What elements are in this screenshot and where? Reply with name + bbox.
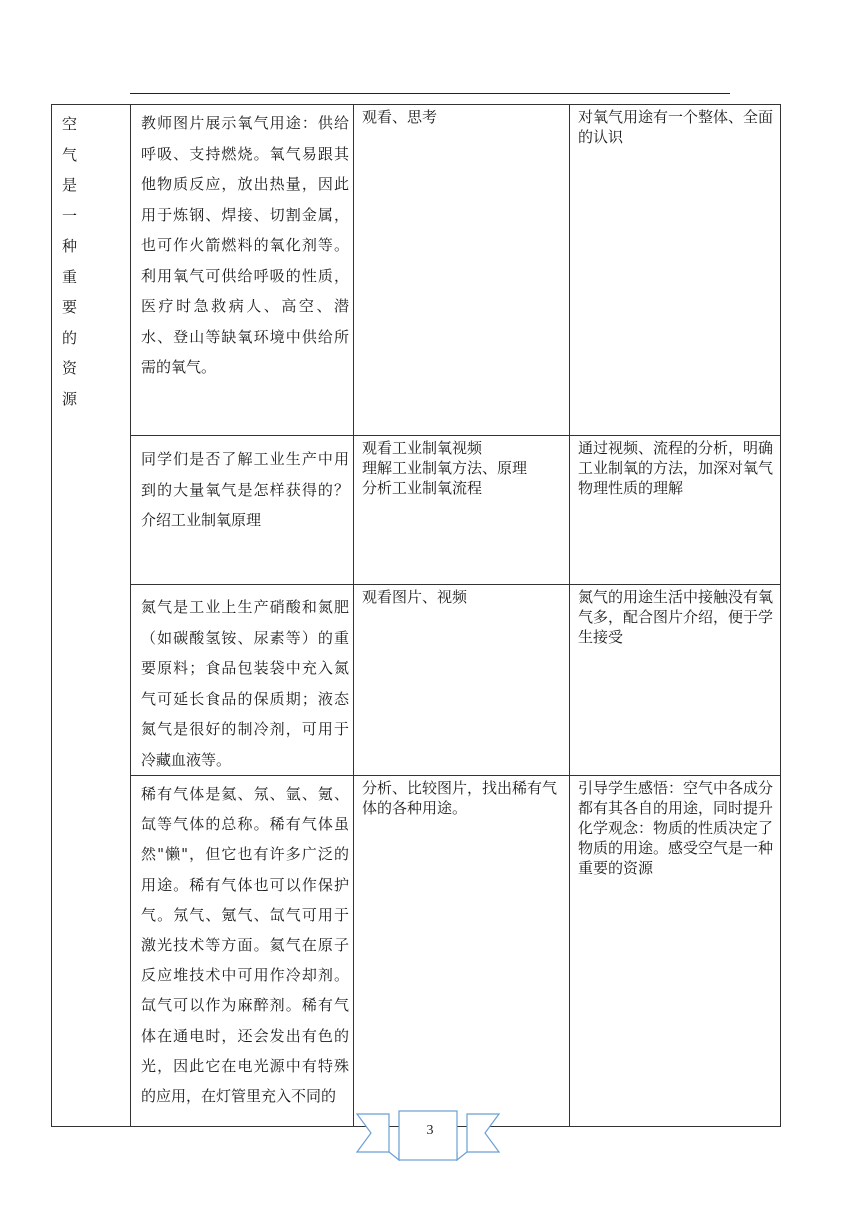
design-intent-text: 氮气的用途生活中接触没有氧气多，配合图片介绍，便于学生接受 [578, 588, 774, 646]
design-intent-cell [570, 105, 781, 436]
student-activity-cell [354, 776, 570, 1127]
stage-label: 空气是一种重要的资源 [62, 115, 78, 408]
table-row [52, 436, 781, 585]
student-activity-text [354, 436, 569, 498]
student-activity-line: 观看工业制氧视频 [362, 439, 483, 457]
student-activity-line: 观看图片、视频 [362, 588, 468, 606]
design-intent-text: 引导学生感悟：空气中各成分都有其各自的用途，同时提升化学观念：物质的性质决定了物质的用途。感受空气是一种重要的资源 [578, 779, 774, 877]
lesson-table [51, 104, 781, 1127]
student-activity-text [354, 776, 569, 818]
design-intent-text: 对氧气用途有一个整体、全面的认识 [578, 108, 774, 146]
student-activity-line: 理解工业制氧方法、原理 [362, 459, 528, 477]
design-intent-cell [570, 776, 781, 1127]
design-intent-cell [570, 585, 781, 776]
student-activity-text [354, 105, 569, 127]
teacher-activity-text: 教师图片展示氧气用途：供给呼吸、支持燃烧。氧气易跟其他物质反应，放出热量，因此用于炼钢、焊接、切割金属，也可作火箭燃料的氧化剂等。利用氧气可供给呼吸的性质，医疗时急救病人、高空、潜水、登山等缺氧环境中供给所需的氧气。 [141, 114, 349, 376]
table-row [52, 776, 781, 1127]
student-activity-line: 分析、比较图片，找出稀有气体的各种用途。 [362, 779, 558, 817]
teacher-activity-text: 同学们是否了解工业生产中用到的大量氧气是怎样获得的？介绍工业制氧原理 [141, 450, 349, 529]
student-activity-line: 观看、思考 [362, 108, 438, 126]
table-row [52, 585, 781, 776]
teacher-activity-text: 稀有气体是氦、氖、氩、氪、氙等气体的总称。稀有气体虽然"懒"，但它也有许多广泛的用途。稀有气体也可以作保护气。氖气、氪气、氙气可用于激光技术等方面。氦气在原子反应堆技术中可用作冷却剂。氙气可以作为麻醉剂。稀有气体在通电时，还会发出有色的光，因此它在电光源中有特殊的应用，在灯管里充入不同的 [141, 785, 349, 1106]
teacher-activity-cell [131, 776, 354, 1127]
table-row [52, 105, 781, 436]
student-activity-cell [354, 436, 570, 585]
header-rule [130, 93, 730, 94]
student-activity-line: 分析工业制氧流程 [362, 479, 483, 497]
student-activity-text [354, 585, 569, 607]
student-activity-cell [354, 585, 570, 776]
teacher-activity-cell [131, 436, 354, 585]
page-number: 3 [426, 1123, 434, 1138]
student-activity-cell [354, 105, 570, 436]
stage-cell [52, 105, 131, 1127]
design-intent-cell [570, 436, 781, 585]
design-intent-text: 通过视频、流程的分析，明确工业制氧的方法，加深对氧气物理性质的理解 [578, 439, 774, 497]
teacher-activity-cell [131, 585, 354, 776]
teacher-activity-cell [131, 105, 354, 436]
teacher-activity-text: 氮气是工业上生产硝酸和氮肥（如碳酸氢铵、尿素等）的重要原料；食品包装袋中充入氮气可延长食品的保质期；液态氮气是很好的制冷剂，可用于冷藏血液等。 [141, 598, 349, 769]
